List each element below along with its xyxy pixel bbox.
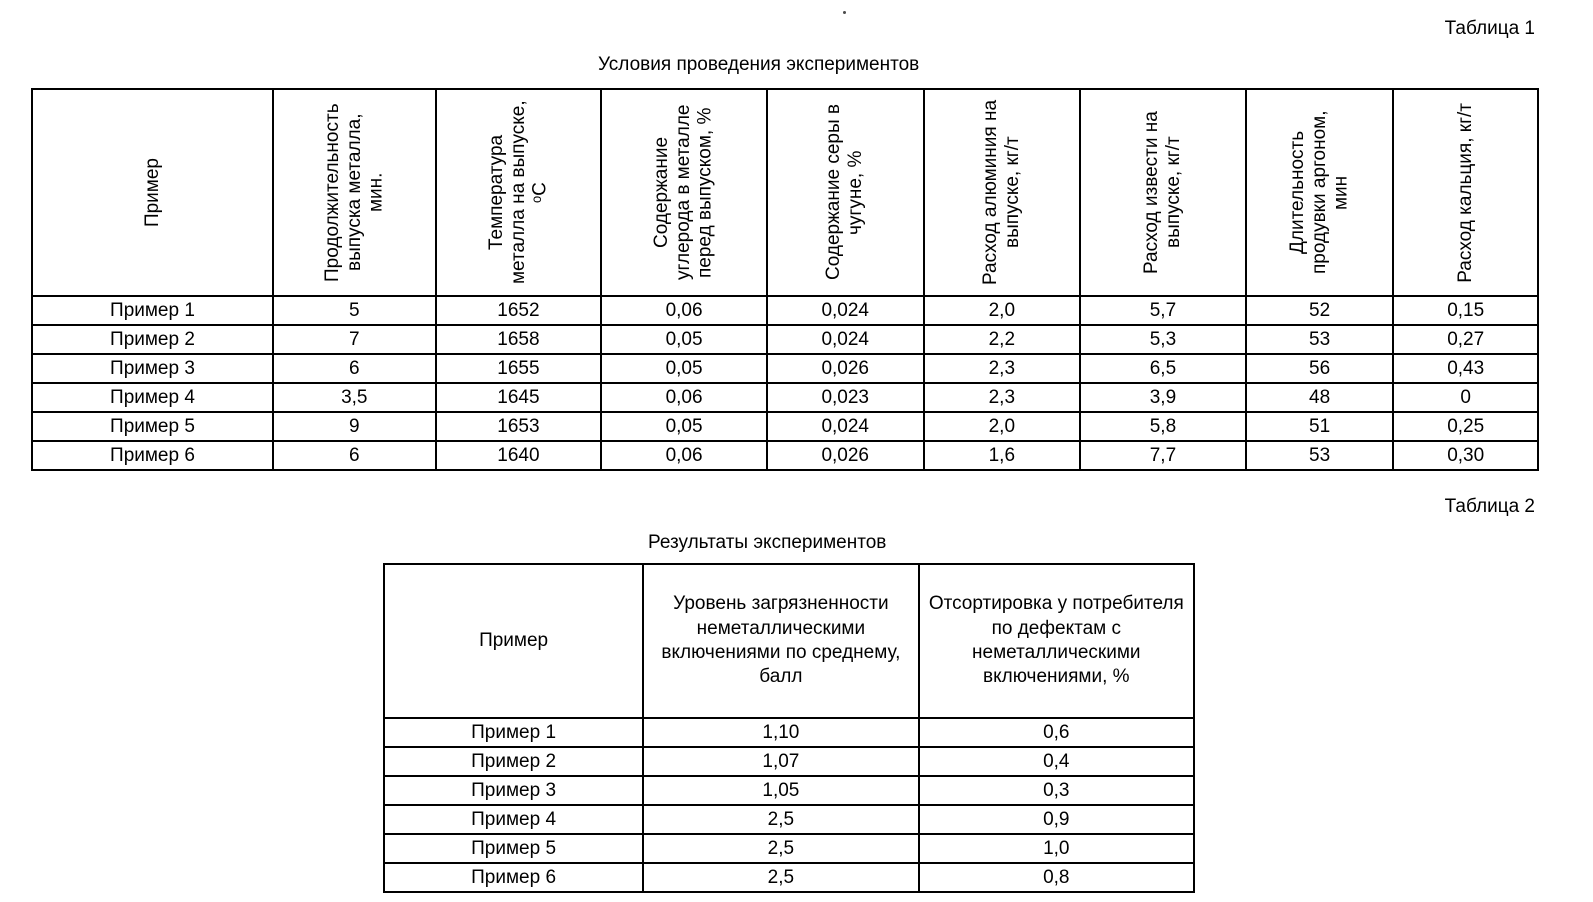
column-header-label: Длительность продувки аргоном, мин (1286, 110, 1352, 275)
column-header (1393, 89, 1538, 296)
table-cell: 1640 (436, 441, 602, 470)
column-header (1246, 89, 1394, 296)
table-cell: 0,3 (919, 776, 1194, 805)
experiment-results-table (383, 563, 1195, 893)
table-cell: 1655 (436, 354, 602, 383)
page-mark-dot (843, 11, 846, 14)
table-cell: 0,27 (1393, 325, 1538, 354)
table-row (32, 441, 1538, 470)
table-cell: 0,06 (601, 441, 767, 470)
table-cell: 0,05 (601, 412, 767, 441)
table-row (32, 296, 1538, 325)
column-header (924, 89, 1081, 296)
table-cell: 5,3 (1080, 325, 1246, 354)
column-header-label: Продолжительность выпуска металла, мин. (321, 103, 387, 282)
table-cell: 0,026 (767, 354, 924, 383)
table-1-container (31, 88, 1539, 471)
table-cell: 1,07 (643, 747, 918, 776)
table-cell: 7 (273, 325, 436, 354)
table-cell: 0,06 (601, 383, 767, 412)
table-cell: 5 (273, 296, 436, 325)
table-row (384, 805, 1194, 834)
table-row (384, 863, 1194, 892)
table-1-label: Таблица 1 (1444, 18, 1535, 39)
table-cell: 2,5 (643, 805, 918, 834)
table-row (32, 354, 1538, 383)
table-cell: 53 (1246, 441, 1394, 470)
table-cell: Пример 3 (32, 354, 273, 383)
table-cell: 0,05 (601, 354, 767, 383)
column-header-label: Содержание углерода в металле перед выпуском, % (651, 104, 716, 281)
table-cell: 0,4 (919, 747, 1194, 776)
table-cell: 3,9 (1080, 383, 1246, 412)
table-cell: 48 (1246, 383, 1394, 412)
column-header (767, 89, 924, 296)
table-cell: 1,10 (643, 718, 918, 747)
table-cell: Пример 5 (32, 412, 273, 441)
table-cell: 0,25 (1393, 412, 1538, 441)
table-cell: 1645 (436, 383, 602, 412)
table-cell: 2,5 (643, 834, 918, 863)
table-cell: Пример 6 (384, 863, 643, 892)
table-cell: 0,6 (919, 718, 1194, 747)
table-cell: 1652 (436, 296, 602, 325)
table-cell: 2,3 (924, 354, 1081, 383)
table-header-row (32, 89, 1538, 296)
table-cell: 3,5 (273, 383, 436, 412)
table-row (384, 718, 1194, 747)
table-cell: 0,43 (1393, 354, 1538, 383)
table-2-label: Таблица 2 (1444, 496, 1535, 517)
table-cell: 0,024 (767, 412, 924, 441)
table-cell: Пример 4 (32, 383, 273, 412)
table-row (32, 412, 1538, 441)
table-row (384, 834, 1194, 863)
table-row (384, 747, 1194, 776)
table-cell: 52 (1246, 296, 1394, 325)
column-header-label: Расход кальция, кг/т (1454, 102, 1476, 283)
table-cell: 0,15 (1393, 296, 1538, 325)
table-cell: 1,6 (924, 441, 1081, 470)
column-header-label: Содержание серы в чугуне, % (823, 104, 867, 281)
table-cell: 1,05 (643, 776, 918, 805)
table-row (32, 383, 1538, 412)
table-cell: 7,7 (1080, 441, 1246, 470)
table-cell: 6,5 (1080, 354, 1246, 383)
table-cell: 0,9 (919, 805, 1194, 834)
column-header (436, 89, 602, 296)
column-header-label: Расход извести на выпуске, кг/т (1141, 111, 1184, 274)
table-header-row (384, 564, 1194, 718)
table-cell: 1658 (436, 325, 602, 354)
column-header: Уровень загрязненности неметаллическими включениями по среднему, балл (643, 564, 918, 718)
table-cell: Пример 1 (32, 296, 273, 325)
column-header-label: Расход алюминия на выпуске, кг/т (979, 100, 1023, 286)
table-cell: 5,8 (1080, 412, 1246, 441)
table-cell: 6 (273, 354, 436, 383)
table-cell: Пример 1 (384, 718, 643, 747)
table-cell: 0,05 (601, 325, 767, 354)
column-header (273, 89, 436, 296)
column-header-label: Температура металла на выпуске, ᵒC (485, 100, 551, 285)
table-cell: Пример 4 (384, 805, 643, 834)
table-cell: 0,024 (767, 325, 924, 354)
table-cell: 2,0 (924, 296, 1081, 325)
column-header-label: Пример (141, 157, 163, 228)
table-cell: 6 (273, 441, 436, 470)
table-2-container (383, 563, 1195, 893)
table-cell: 0,30 (1393, 441, 1538, 470)
table-2-caption: Результаты экспериментов (648, 532, 887, 553)
table-cell: Пример 6 (32, 441, 273, 470)
table-cell: 0,023 (767, 383, 924, 412)
table-cell: Пример 2 (32, 325, 273, 354)
table-cell: 1653 (436, 412, 602, 441)
table-cell: Пример 3 (384, 776, 643, 805)
table-cell: 2,5 (643, 863, 918, 892)
table-1-caption: Условия проведения экспериментов (598, 54, 920, 75)
table-cell: 2,2 (924, 325, 1081, 354)
table-row (32, 325, 1538, 354)
table-cell: 0,8 (919, 863, 1194, 892)
table-cell: 51 (1246, 412, 1394, 441)
table-cell: Пример 2 (384, 747, 643, 776)
table-cell: 2,3 (924, 383, 1081, 412)
column-header (32, 89, 273, 296)
table-cell: 2,0 (924, 412, 1081, 441)
column-header: Пример (384, 564, 643, 718)
table-cell: 0,06 (601, 296, 767, 325)
experiment-conditions-table (31, 88, 1539, 471)
table-row (384, 776, 1194, 805)
column-header (601, 89, 767, 296)
table-cell: 1,0 (919, 834, 1194, 863)
table-cell: 0 (1393, 383, 1538, 412)
table-cell: 0,024 (767, 296, 924, 325)
table-cell: 5,7 (1080, 296, 1246, 325)
column-header (1080, 89, 1246, 296)
table-cell: 56 (1246, 354, 1394, 383)
table-cell: 9 (273, 412, 436, 441)
table-cell: Пример 5 (384, 834, 643, 863)
table-cell: 53 (1246, 325, 1394, 354)
table-cell: 0,026 (767, 441, 924, 470)
column-header: Отсортировка у потребителя по дефектам с неметаллическими включениями, % (919, 564, 1194, 718)
